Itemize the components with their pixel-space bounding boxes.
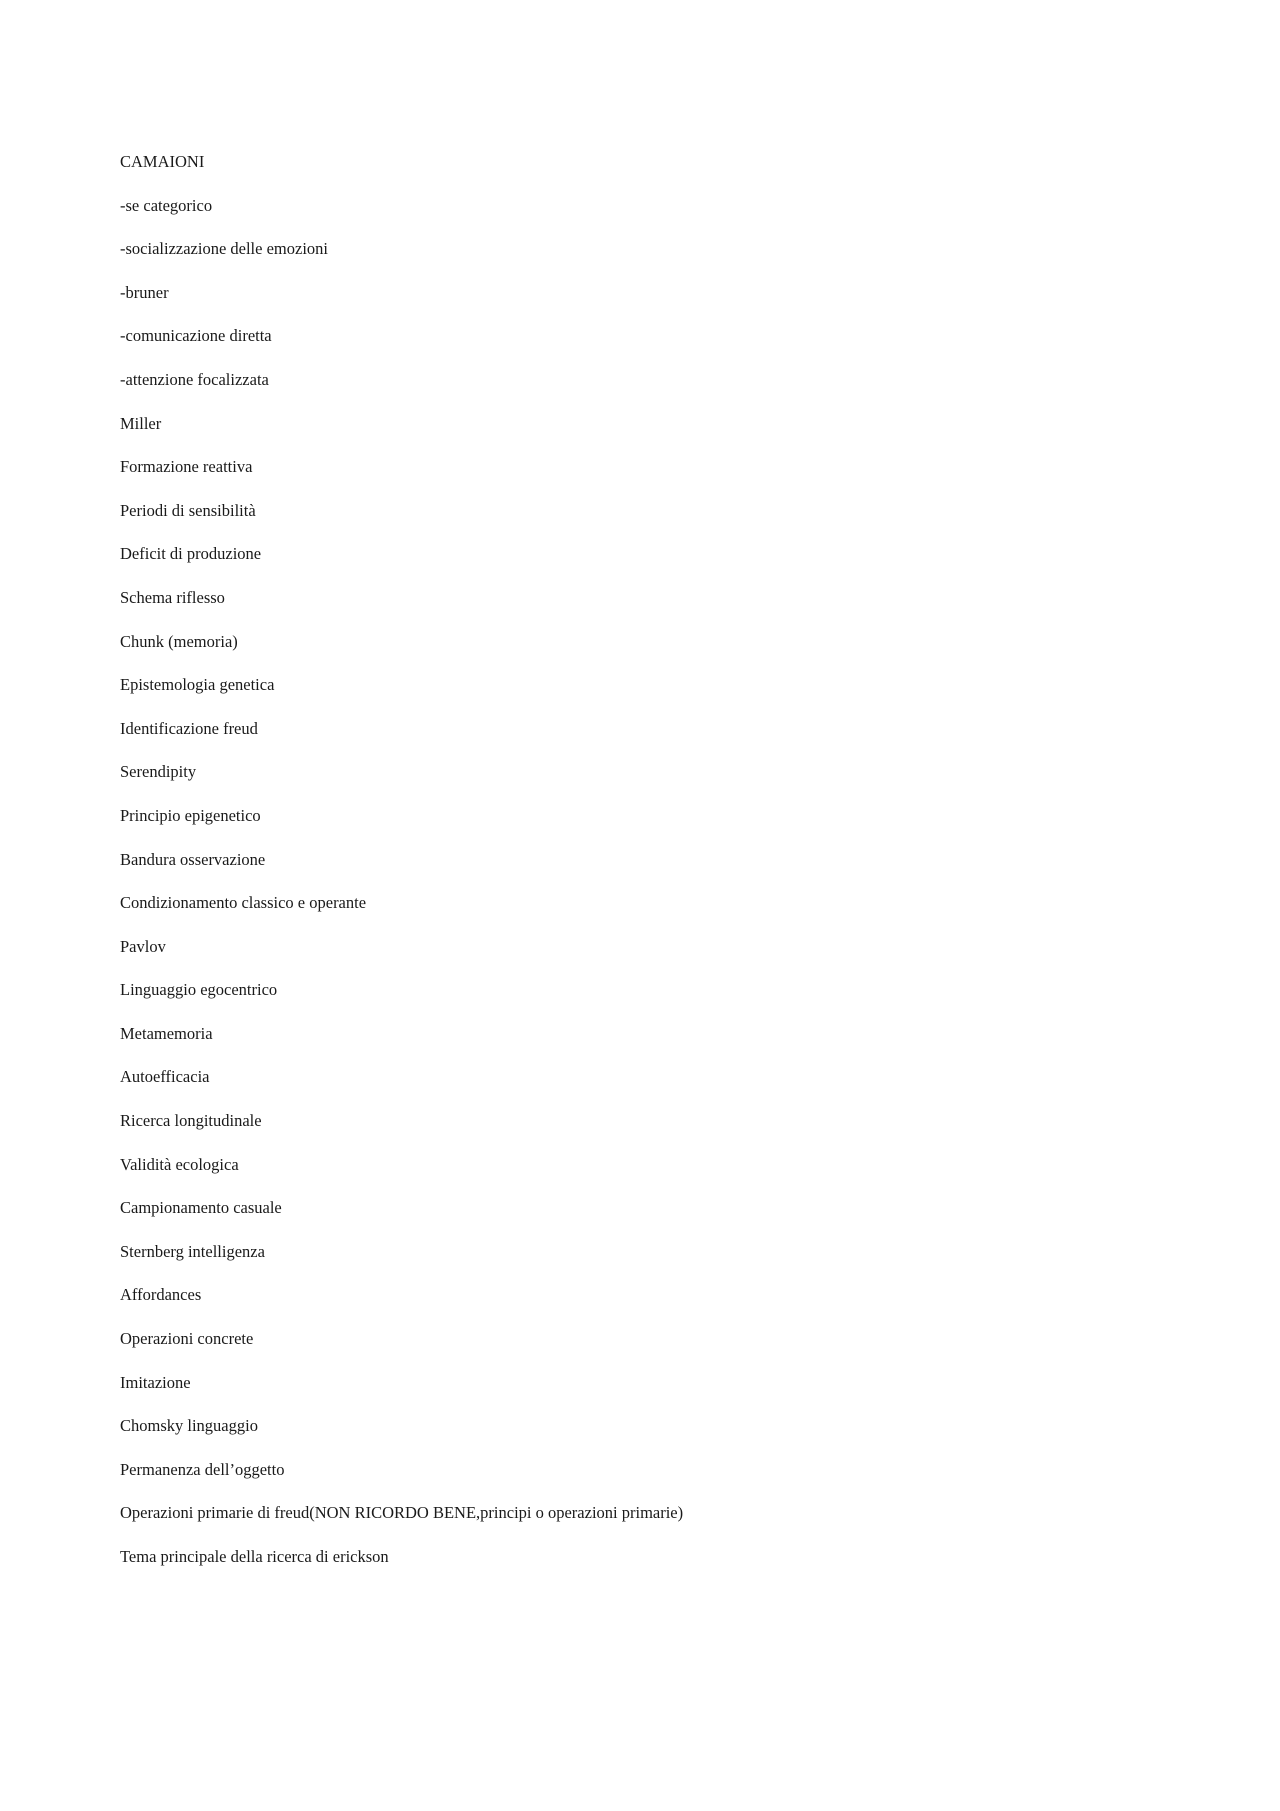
list-item: Epistemologia genetica [120,675,275,695]
list-item: Deficit di produzione [120,544,262,564]
list-item: Affordances [120,1285,202,1305]
topic-list [120,152,1160,1591]
list-item: Principio epigenetico [120,805,261,825]
list-item: Validità ecologica [120,1154,239,1174]
list-item: -se categorico [120,195,213,215]
list-item: Schema riflesso [120,587,225,607]
list-item: -comunicazione diretta [120,326,272,346]
list-item: Operazioni primarie di freud(NON RICORDO BENE,principi o operazioni primarie) [120,1503,684,1523]
list-item: Chunk (memoria) [120,631,238,651]
list-item: Chomsky linguaggio [120,1416,258,1436]
list-item: Identificazione freud [120,718,258,738]
list-item: Operazioni concrete [120,1329,254,1349]
list-item: Linguaggio egocentrico [120,980,278,1000]
list-item: Pavlov [120,936,166,956]
list-item: -bruner [120,282,169,302]
list-item: Formazione reattiva [120,457,253,477]
list-item: Sternberg intelligenza [120,1241,265,1261]
list-item: Bandura osservazione [120,849,266,869]
list-item: Periodi di sensibilità [120,500,256,520]
list-item: Autoefficacia [120,1067,210,1087]
list-item: Ricerca longitudinale [120,1111,262,1131]
list-item: Metamemoria [120,1023,213,1043]
list-item: Serendipity [120,762,197,782]
list-item: Condizionamento classico e operante [120,893,367,913]
list-item: Tema principale della ricerca di erickson [120,1547,389,1566]
list-item: -socializzazione delle emozioni [120,239,328,259]
list-item: Imitazione [120,1372,191,1392]
list-item: Permanenza dell’oggetto [120,1459,285,1479]
title-line: CAMAIONI [120,152,205,171]
list-item: Miller [120,413,162,433]
list-item: -attenzione focalizzata [120,369,269,389]
list-item: Campionamento casuale [120,1198,282,1218]
